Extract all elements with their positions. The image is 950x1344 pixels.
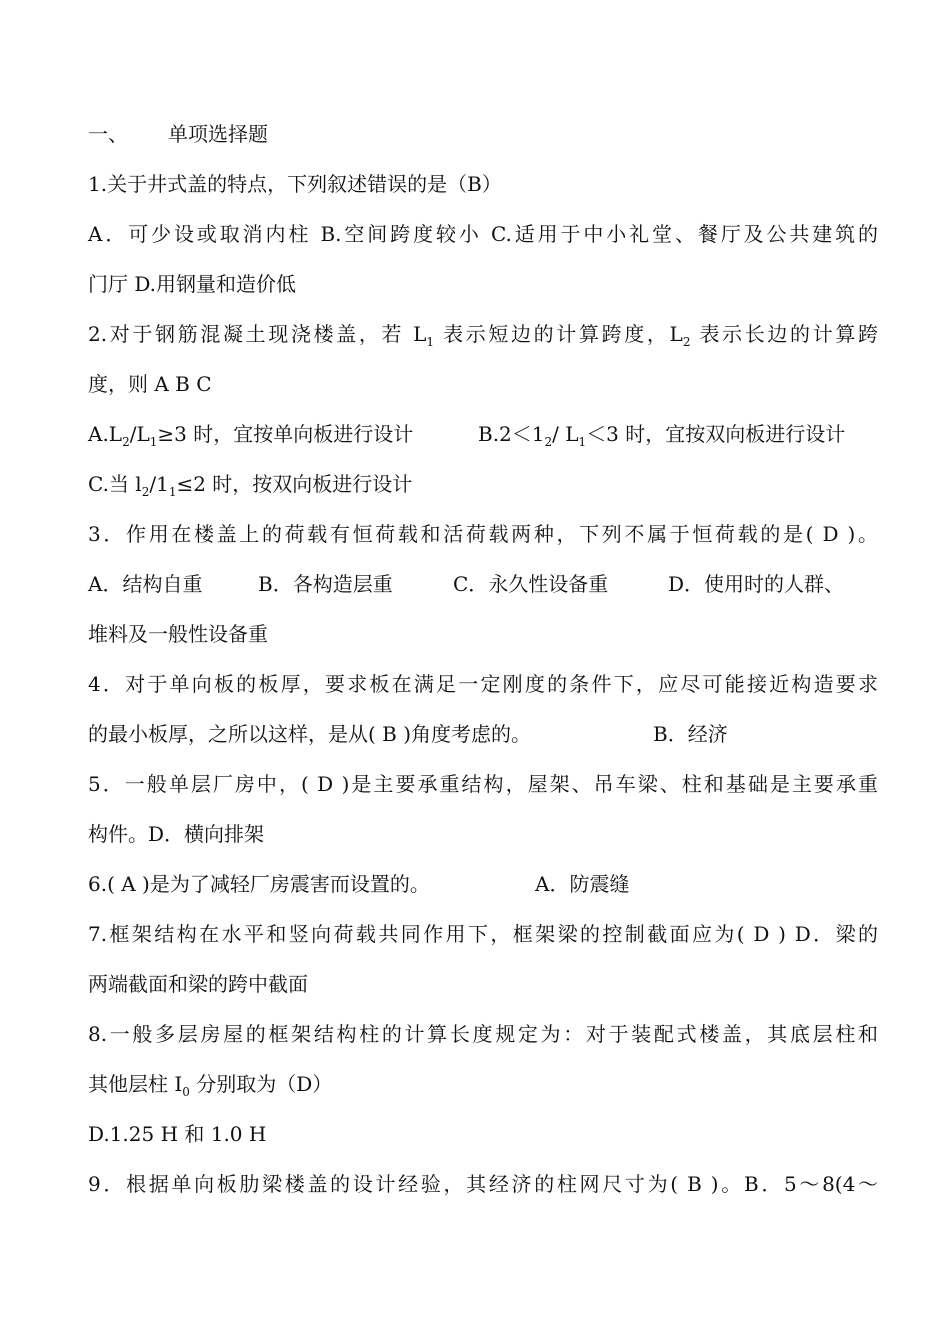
question-3-option-a: A．结构自重 — [88, 572, 203, 596]
section-number: 一、 — [88, 122, 128, 146]
section-heading — [88, 119, 878, 149]
question-2-stem: 2.对于钢筋混凝土现浇楼盖，若 $L_1$ 表示短边的计算跨度，$L_2$ 表示长边的计算跨 — [88, 322, 878, 349]
section-title: 单项选择题 — [168, 122, 268, 146]
question-6-stem: 6.( A )是为了减轻厂房震害而设置的。 A．防震缝 — [88, 869, 878, 899]
question-2-option-a: $A.L_2/L_1\ge 3$ 时，宜按单向板进行设计 — [88, 422, 414, 449]
question-1-options-cont: 门厅 D.用钢量和造价低 — [88, 272, 297, 296]
question-4-stem: 4．对于单向板的板厚，要求板在满足一定刚度的条件下，应尽可能接近构造要求 — [88, 672, 878, 696]
question-4-answer: B．经济 — [653, 722, 728, 746]
question-8-answer: D.1.25 H 和 1.0 H — [88, 1122, 267, 1146]
question-7-stem-cont: 两端截面和梁的跨中截面 — [88, 972, 308, 996]
question-3-option-c: C．永久性设备重 — [453, 572, 609, 596]
question-2-option-b: $B.2<1_2/$ $L_1<3$ 时，宜按双向板进行设计 — [478, 422, 846, 449]
question-7-stem: 7.框架结构在水平和竖向荷载共同作用下，框架梁的控制截面应为( D ) D．梁的 — [88, 922, 878, 946]
question-4-stem-cont: 的最小板厚，之所以这样，是从( B )角度考虑的。 B．经济 — [88, 719, 878, 749]
question-5-stem: 5．一般单层厂房中，( D )是主要承重结构，屋架、吊车梁、柱和基础是主要承重 — [88, 772, 878, 796]
question-9-stem: 9．根据单向板肋梁楼盖的设计经验，其经济的柱网尺寸为( B )。B．5～8(4～ — [88, 1172, 878, 1196]
question-3-option-b: B．各构造层重 — [258, 572, 393, 596]
question-1-stem: 1.关于井式盖的特点，下列叙述错误的是（B） — [88, 172, 502, 196]
question-8-stem-cont: 其他层柱 $I_0$ 分别取为（D） — [88, 1072, 333, 1099]
question-2-stem-cont: 度，则 A B C — [88, 372, 212, 396]
question-2-option-c: C.当 $l_2/1_1\le 2$ 时，按双向板进行设计 — [88, 472, 413, 499]
question-6-answer: A．防震缝 — [535, 872, 630, 896]
question-3-option-d: D．使用时的人群、 — [668, 572, 845, 596]
question-1-options: A．可少设或取消内柱 B.空间跨度较小 C.适用于中小礼堂、餐厅及公共建筑的 — [88, 222, 878, 246]
question-3-option-d-cont: 堆料及一般性设备重 — [88, 622, 268, 646]
question-8-stem: 8.一般多层房屋的框架结构柱的计算长度规定为：对于装配式楼盖，其底层柱和 — [88, 1022, 878, 1046]
question-3-stem: 3．作用在楼盖上的荷载有恒荷载和活荷载两种，下列不属于恒荷载的是( D )。 — [88, 522, 878, 546]
question-2-options-ab — [88, 419, 878, 449]
question-5-stem-cont: 构件。D．横向排架 — [88, 822, 265, 846]
